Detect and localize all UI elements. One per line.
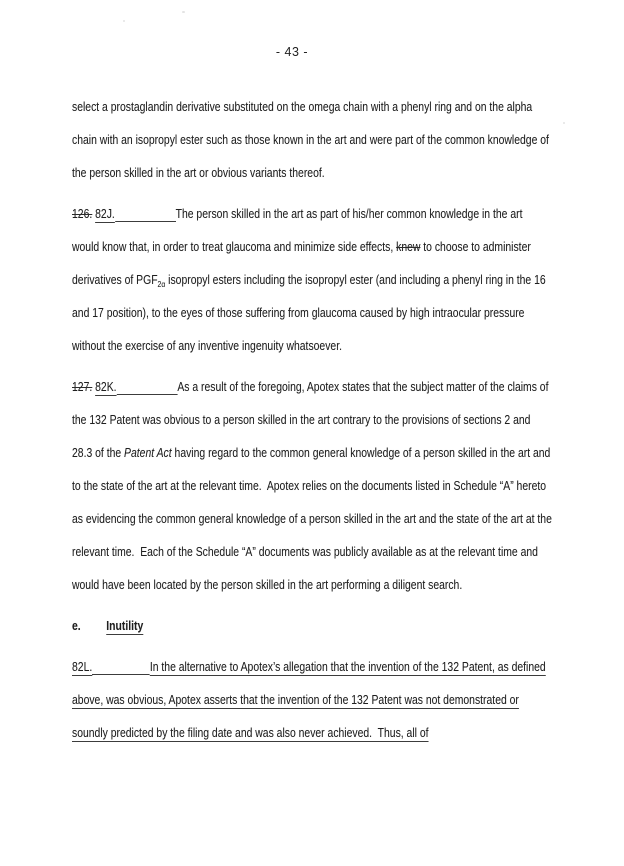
struck-paragraph-number-127: 127. xyxy=(72,379,93,394)
paragraph-82l xyxy=(72,650,552,749)
paragraph-82k-text-2: having regard to the common general knowledge of a person skilled in the art and to the state of the art at the relevant time. Apotex relies on the documents listed in Schedule “A” hereto as evidencing the common general knowledge of a person skilled in the art and the state of the art at the relevant time. Each of the Schedule “A” documents was publicly available as at the relevant time and would have been located by the person skilled in the art performing a diligent search. xyxy=(72,445,552,592)
paragraph-82j-text-3: isopropyl esters including the isopropyl ester (and including a phenyl ring in the 16 and 17 position), to the eyes of those suffering from glaucoma caused by high intraocular pressure without the exercise of any inventive ingenuity whatsoever. xyxy=(72,272,546,353)
section-title-inutility: Inutility xyxy=(106,618,144,633)
tab-underline xyxy=(115,221,176,222)
paragraph-intro xyxy=(72,90,552,189)
scan-speck xyxy=(182,11,185,13)
page-number: - 43 - xyxy=(275,45,309,59)
paragraph-number-82j: 82J. xyxy=(95,206,115,221)
struck-word-knew: knew xyxy=(396,239,421,254)
struck-paragraph-number-126: 126. xyxy=(72,206,93,221)
patent-act-italic: Patent Act xyxy=(124,445,172,460)
paragraph-82k-text-1: As a result of the foregoing, Apotex states that the subject matter of the claims of the 132 Patent was obvious to a person skilled in the art contrary to the provisions of sections 2 and 28.3 of the xyxy=(72,379,549,460)
paragraph-82j xyxy=(72,197,552,362)
pgf-subscript: 2α xyxy=(157,279,166,289)
paragraph-82k xyxy=(72,370,552,601)
paragraph-number-82l: 82L. xyxy=(72,659,93,674)
scan-speck xyxy=(563,122,565,124)
section-heading-e xyxy=(72,609,552,642)
paragraph-intro-text: select a prostaglandin derivative substituted on the omega chain with a phenyl ring and on the alpha chain with an isopropyl ester such as those known in the art and were part of the common knowledge of the person skilled in the art or obvious variants thereof. xyxy=(72,99,549,180)
paragraph-82l-text: In the alternative to Apotex’s allegation that the invention of the 132 Patent, as defined above, was obvious, Apotex asserts that the invention of the 132 Patent was not demonstrated or soundly predicted by the filing date and was also never achieved. Thus, all of xyxy=(72,659,546,740)
paragraph-82j-text-1: The person skilled in the art as part of his/her common knowledge in the art would know that, in order to treat glaucoma and minimize side effects, xyxy=(72,206,523,254)
tab-underline xyxy=(92,674,150,675)
page-content xyxy=(72,90,552,749)
paragraph-number-82k: 82K. xyxy=(95,379,117,394)
paragraph-82j-text-2: to choose to administer derivatives of PGF xyxy=(72,239,531,287)
section-letter: e. xyxy=(72,618,81,633)
tab-underline xyxy=(117,394,178,395)
scan-speck xyxy=(123,20,125,22)
